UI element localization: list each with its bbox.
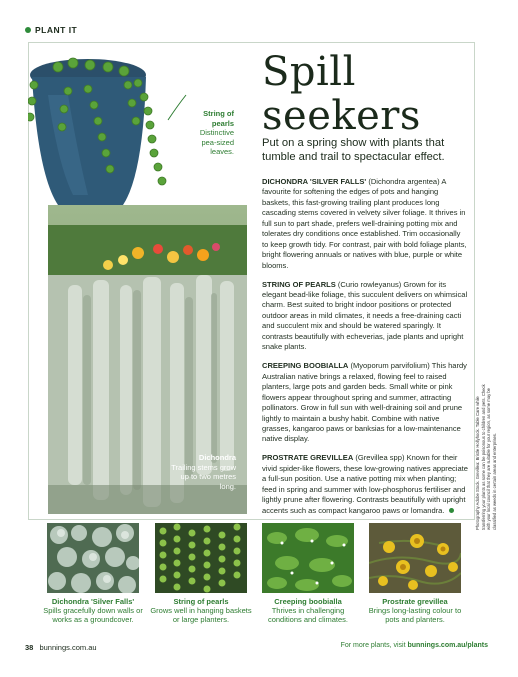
intro-text: Put on a spring show with plants that tumble and trail to spectacular effect. xyxy=(262,137,445,163)
caption-text: Spills gracefully down walls or works as a groundcover. xyxy=(43,606,143,625)
bullet-icon xyxy=(25,27,31,33)
page-number: 38 xyxy=(25,643,34,652)
thumb-creeping-boobialla xyxy=(262,523,354,593)
caption xyxy=(149,597,253,625)
callout-dichondra-title: Dichondra xyxy=(198,453,236,462)
caption xyxy=(256,597,360,625)
photo-credit: Photography Adobe Stock. Grevillea: Bristle Hollyhock. Table Care while transferring your plants as some can be poisonous to children and pets. Check with your local council that they are suitable for your region, as some may be classified as weeds in certain areas and enterprises. xyxy=(475,384,497,530)
thumb-dichondra xyxy=(47,523,139,593)
plant-body: This hardy Australian native brings a relaxed, flowing feel to raised planters, large pots and garden beds. Small white or pink flowers appear throughout spring and summer, attracting pollinators. Grow in full sun with well-draining soil and prune lightly to maintain a bushy habit. Combine with native grasses, kangaroo paws or banksias for a low-maintenance native display. xyxy=(262,361,467,444)
plant-body: Grown for its elegant bead-like foliage, this succulent delivers on whimsical charm. Best suited to bright indoor positions or protected outdoor areas in mild climates, it needs a free-draining cacti and succulent mix and should be watered sparingly. It contrasts beautifully with echeverias, jade plants and upright snake plants. xyxy=(262,279,468,352)
plant-name: CREEPING BOOBIALLA xyxy=(262,361,349,371)
more-plants-url[interactable]: bunnings.com.au/plants xyxy=(407,642,488,649)
plant-latin: (Myoporum parvifolium) xyxy=(350,361,430,371)
thumb-string-of-pearls xyxy=(155,523,247,593)
photo-string-of-pearls-pot xyxy=(28,55,188,230)
section-tag xyxy=(25,25,77,35)
title-line-2: seekers xyxy=(262,93,421,139)
plant-latin: (Grevillea spp) xyxy=(355,453,405,463)
end-mark-icon xyxy=(449,508,454,513)
plant-name: STRING OF PEARLS xyxy=(262,279,336,289)
thumbnail-row xyxy=(47,523,467,598)
caption-text: Thrives in challenging conditions and climates. xyxy=(267,606,349,625)
plant-entry xyxy=(262,280,468,353)
caption-title: Prostrate grevillea xyxy=(382,597,448,606)
caption-title: String of pearls xyxy=(173,597,229,606)
plant-latin: (Dichondra argentea) xyxy=(368,177,440,186)
article-body xyxy=(262,177,468,525)
plant-name: DICHONDRA 'SILVER FALLS' xyxy=(262,177,367,186)
more-plants-link[interactable] xyxy=(341,642,488,649)
caption-text: Brings long-lasting colour to pots and planters. xyxy=(368,606,462,625)
caption-row xyxy=(43,597,467,637)
caption xyxy=(363,597,467,625)
page-footer xyxy=(25,643,97,652)
plant-entry xyxy=(262,361,468,445)
caption-title: Dichondra 'Silver Falls' xyxy=(51,597,135,606)
plant-body: A favourite for softening the edges of pots and hanging baskets, this fast-growing trailing plant produces long cascading stems covered in velvety silver foliage. It thrives in full sun to part shade, prefers well-draining potting mix and tolerates dry conditions once established. Trim occasionally to keep growth tidy. For contrast, pair with bold foliage plants, bright flowering annuals or natives with blue, purple or white blooms. xyxy=(262,177,467,270)
plant-entry xyxy=(262,177,468,271)
plant-name: PROSTRATE GREVILLEA xyxy=(262,453,354,463)
title-line-1: Spill xyxy=(262,49,356,95)
plant-body: Known for their vivid spider-like flowers, these low-growing natives appreciate a full-sun position. Use a native potting mix when planting; feed in spring and summer with low-phosphorus fertiliser and lightly prune after flowering. Contrasts beautifully with upright accents such as compact kangaroo paws or lomandra. xyxy=(262,453,468,515)
thumb-prostrate-grevillea xyxy=(369,523,461,593)
plant-latin: (Curio rowleyanus) xyxy=(337,279,402,289)
callout-pearls-title: String of pearls xyxy=(203,109,234,128)
more-plants-prefix: For more plants, visit xyxy=(340,642,406,649)
section-label: PLANT IT xyxy=(35,25,78,35)
plant-entry xyxy=(262,453,468,516)
caption-title: Creeping boobialla xyxy=(274,597,342,606)
callout-pearls-text: Distinctive pea-sized leaves. xyxy=(199,128,234,156)
footer-site: bunnings.com.au xyxy=(39,643,97,652)
caption xyxy=(41,597,145,625)
callout-dichondra xyxy=(168,453,236,491)
page-title xyxy=(262,50,421,138)
callout-dichondra-text: Trailing stems grow up to two metres long. xyxy=(171,462,236,491)
caption-text: Grows well in hanging baskets or large planters. xyxy=(150,606,252,625)
callout-string-of-pearls xyxy=(192,109,234,157)
